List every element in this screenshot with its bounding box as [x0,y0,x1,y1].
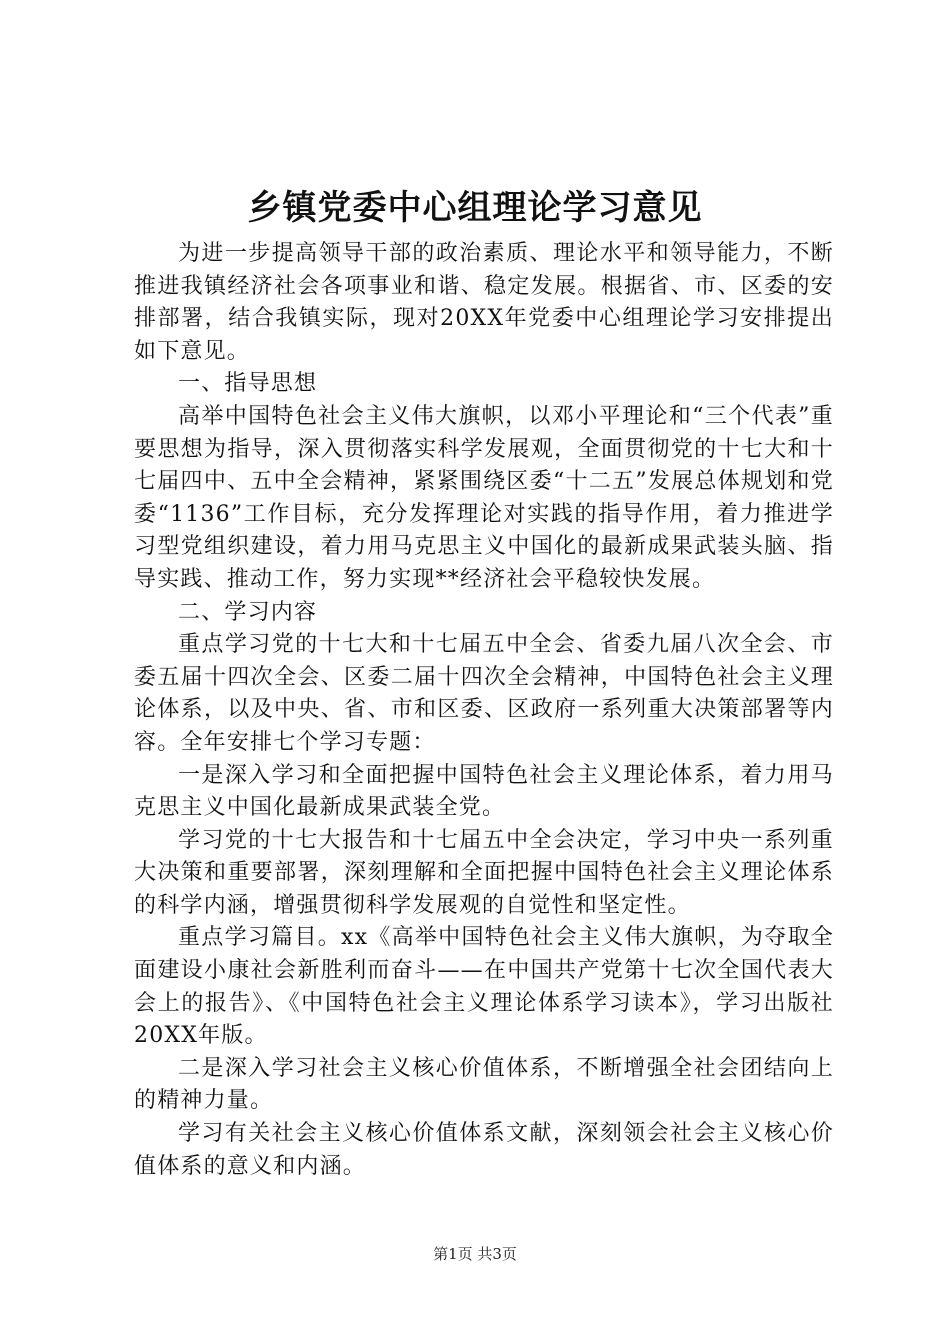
page-number: 第1页 共3页 [433,1245,517,1263]
paragraph-intro: 为进一步提高领导干部的政治素质、理论水平和领导能力，不断推进我镇经济社会各项事业和谐、稳定发展。根据省、市、区委的安排部署，结合我镇实际，现对20XX年党委中心组理论学习安排提出如下意见。 [134,241,834,364]
section-heading-guiding-thought: 一、指导思想 [178,371,318,397]
paragraph-guiding-thought: 高举中国特色社会主义伟大旗帜，以邓小平理论和“三个代表”重要思想为指导，深入贯彻落实科学发展观，全面贯彻党的十七大和十七届四中、五中全会精神，紧紧围绕区委“十二五”发展总体规划和党委“1136”工作目标，充分发挥理论对实践的指导作用，着力推进学习型党组织建设，着力用马克思主义中国化的最新成果武装头脑、指导实践、推动工作，努力实现**经济社会平稳较快发展。 [134,403,834,592]
section-heading-study-content: 二、学习内容 [178,599,318,625]
paragraph-study-content: 重点学习党的十七大和十七届五中全会、省委九届八次全会、市委五届十四次全会、区委二届十四次全会精神，中国特色社会主义理论体系，以及中央、省、市和区委、区政府一系列重大决策部署等内容。全年安排七个学习专题： [134,632,834,755]
paragraph-topic-one: 一是深入学习和全面把握中国特色社会主义理论体系，着力用马克思主义中国化最新成果武装全党。 [134,762,834,821]
paragraph-topic-one-detail: 学习党的十七大报告和十七届五中全会决定，学习中央一系列重大决策和重要部署，深刻理解和全面把握中国特色社会主义理论体系的科学内涵，增强贯彻科学发展观的自觉性和坚定性。 [134,827,834,918]
document-title: 乡镇党委中心组理论学习意见 [247,188,703,228]
document-body [134,238,834,1183]
paragraph-topic-two-detail: 学习有关社会主义核心价值体系文献，深刻领会社会主义核心价值体系的意义和内涵。 [134,1121,834,1179]
paragraph-key-readings: 重点学习篇目。xx《高举中国特色社会主义伟大旗帜，为夺取全面建设小康社会新胜利而奋斗——在中国共产党第十七次全国代表大会上的报告》、《中国特色社会主义理论体系学习读本》，学习出版社20XX年版。 [134,925,834,1049]
paragraph-topic-two: 二是深入学习社会主义核心价值体系，不断增强全社会团结向上的精神力量。 [134,1055,834,1114]
